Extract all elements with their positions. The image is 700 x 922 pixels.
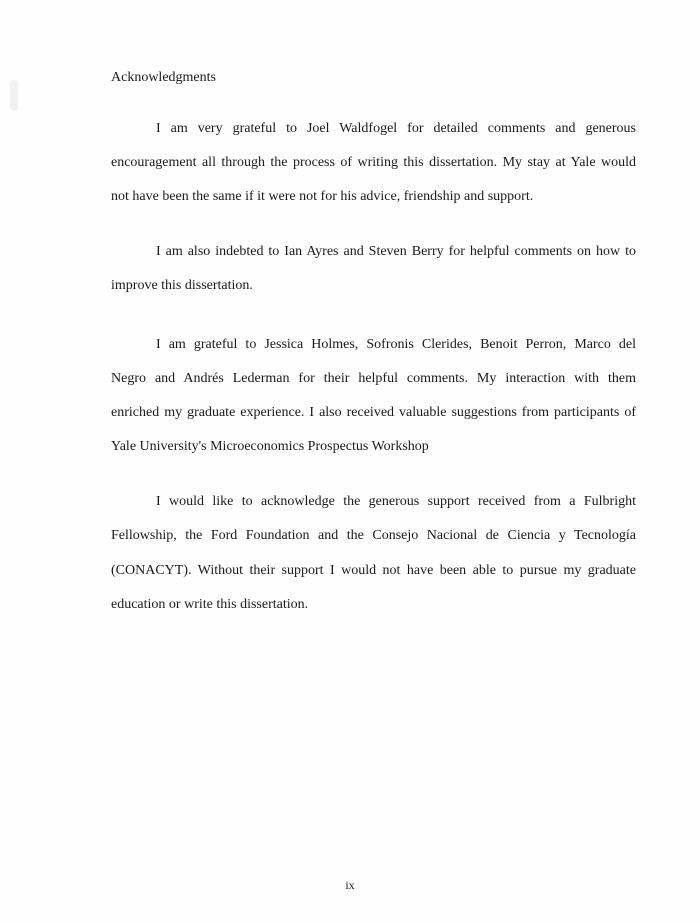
paragraph-1-line-3: not have been the same if it were not for his advice, friendship and support. [111,189,534,204]
scan-artifact [10,80,18,110]
paragraph-3-line-2: Negro and Andrés Lederman for their helpful comments. My interaction with them [111,371,636,386]
paragraph-4-line-3: (CONACYT). Without their support I would not have been able to pursue my graduate [111,563,636,578]
paragraph-1-line-2: encouragement all through the process of writing this dissertation. My stay at Yale would [111,155,636,170]
paragraph-4-line-4: education or write this dissertation. [111,597,309,612]
page-number: ix [345,878,355,892]
paragraph-2-line-1: I am also indebted to Ian Ayres and Steven Berry for helpful comments on how to [156,244,636,259]
paragraph-4-line-1: I would like to acknowledge the generous support received from a Fulbright [156,494,636,509]
paragraph-1-line-1: I am very grateful to Joel Waldfogel for detailed comments and generous [156,121,636,136]
paragraph-4-line-2: Fellowship, the Ford Foundation and the Consejo Nacional de Ciencia y Tecnología [111,528,636,543]
paragraph-3-line-3: enriched my graduate experience. I also received valuable suggestions from participants of [111,405,636,420]
section-heading: Acknowledgments [111,70,216,85]
paragraph-3-line-4: Yale University's Microeconomics Prospectus Workshop [111,439,429,454]
paragraph-3-line-1: I am grateful to Jessica Holmes, Sofronis Clerides, Benoit Perron, Marco del [156,337,636,352]
paragraph-2-line-2: improve this dissertation. [111,278,253,293]
